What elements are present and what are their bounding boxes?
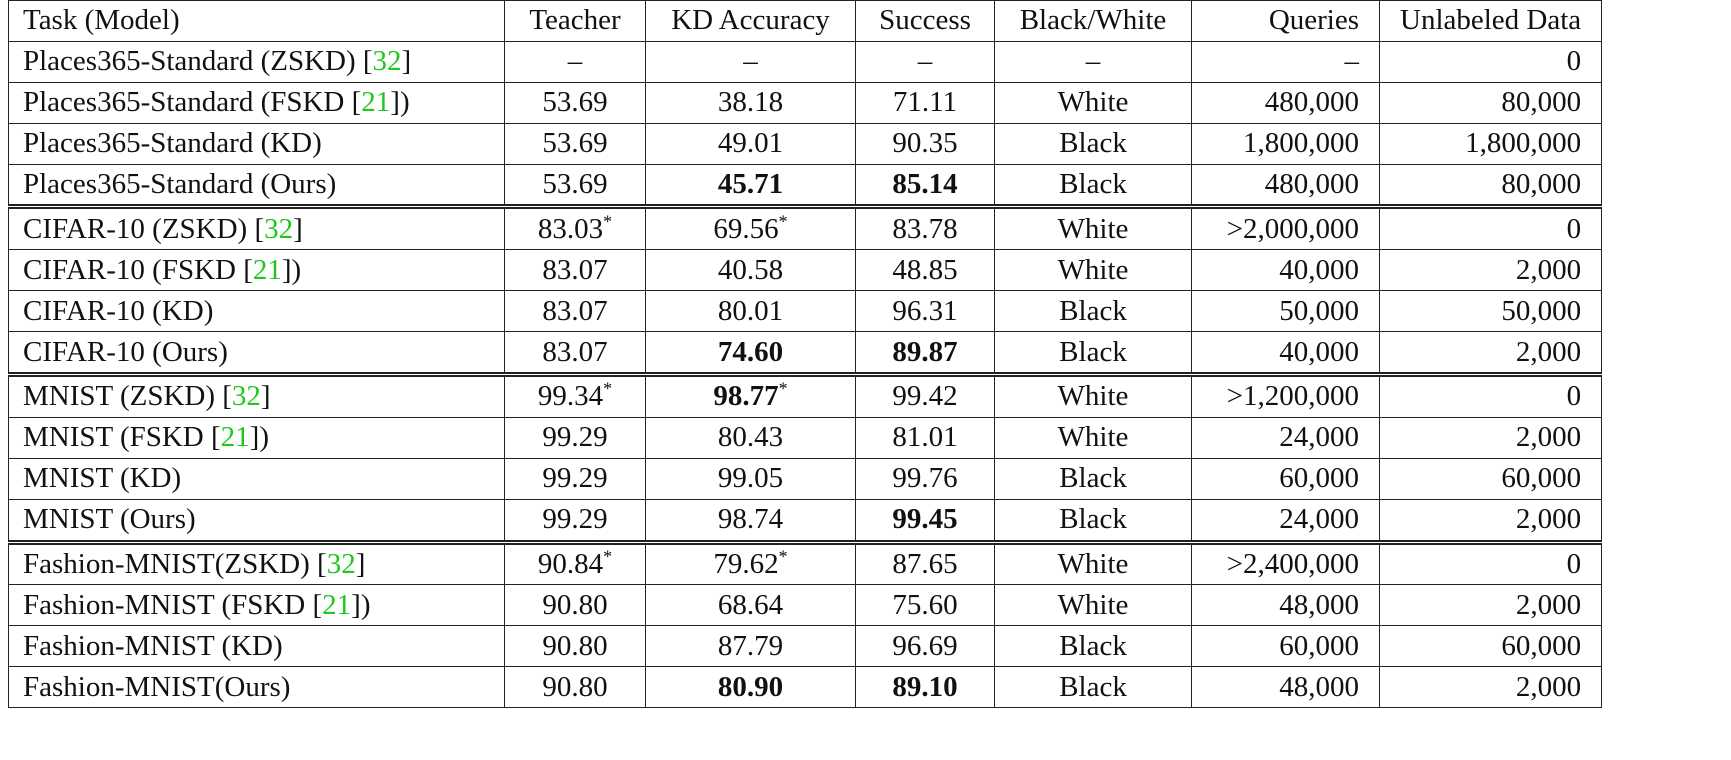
black-white-cell xyxy=(995,41,1192,82)
task-name-suffix: ]) xyxy=(281,253,302,286)
task-name: MNIST (ZSKD) [ xyxy=(23,380,232,413)
task-cell xyxy=(9,417,505,458)
task-name: Fashion-MNIST(ZSKD) [ xyxy=(23,548,327,581)
queries-cell xyxy=(1192,41,1380,82)
kd-accuracy-cell-value: 98.77 xyxy=(713,380,779,413)
table-row xyxy=(9,667,1602,708)
success-cell xyxy=(856,41,995,82)
teacher-cell xyxy=(505,164,646,207)
black-white-cell-value: Black xyxy=(1059,629,1127,662)
citation-link[interactable]: 21 xyxy=(322,588,352,621)
unlabeled-data-cell xyxy=(1380,585,1602,626)
task-name: Places365-Standard (ZSKD) [ xyxy=(23,45,373,78)
queries-cell-value: 48,000 xyxy=(1279,588,1359,621)
success-cell xyxy=(856,82,995,123)
teacher-cell xyxy=(505,626,646,667)
kd-accuracy-cell xyxy=(646,542,856,585)
unlabeled-data-cell-value: 2,000 xyxy=(1515,335,1582,368)
asterisk-mark: * xyxy=(778,378,788,399)
table-row xyxy=(9,291,1602,332)
black-white-cell xyxy=(995,542,1192,585)
kd-accuracy-cell xyxy=(646,41,856,82)
success-cell-value: 85.14 xyxy=(892,168,958,200)
table-row xyxy=(9,164,1602,207)
teacher-cell-value: 53.69 xyxy=(542,168,608,200)
kd-accuracy-cell xyxy=(646,458,856,499)
kd-accuracy-cell xyxy=(646,626,856,667)
queries-cell xyxy=(1192,458,1380,499)
unlabeled-data-cell xyxy=(1380,164,1602,207)
unlabeled-data-cell xyxy=(1380,626,1602,667)
task-cell xyxy=(9,82,505,123)
black-white-cell xyxy=(995,207,1192,250)
black-white-cell-value: Black xyxy=(1059,335,1127,368)
kd-accuracy-cell-value: 49.01 xyxy=(717,127,784,160)
unlabeled-data-cell xyxy=(1380,41,1602,82)
results-table-wrapper xyxy=(8,0,1602,708)
success-cell-value: 48.85 xyxy=(892,253,958,286)
black-white-cell-value: White xyxy=(1057,548,1129,581)
success-cell-value: 99.76 xyxy=(892,462,958,495)
kd-accuracy-cell-value: 45.71 xyxy=(717,168,784,200)
task-name-suffix: ]) xyxy=(390,86,410,119)
unlabeled-data-cell-value: 0 xyxy=(1566,380,1582,413)
queries-cell-value: 60,000 xyxy=(1279,462,1359,495)
queries-cell xyxy=(1192,164,1380,207)
kd-accuracy-cell xyxy=(646,499,856,542)
black-white-cell-value: White xyxy=(1057,212,1129,245)
kd-accuracy-cell xyxy=(646,332,856,375)
unlabeled-data-cell xyxy=(1380,250,1602,291)
queries-cell xyxy=(1192,250,1380,291)
success-cell xyxy=(856,291,995,332)
header-row xyxy=(9,1,1602,42)
unlabeled-data-cell xyxy=(1380,542,1602,585)
success-cell xyxy=(856,417,995,458)
citation-link[interactable]: 21 xyxy=(361,86,391,119)
header-task: Task (Model) xyxy=(9,1,505,42)
queries-cell xyxy=(1192,417,1380,458)
success-cell-value: 89.10 xyxy=(892,670,958,703)
teacher-cell-value: 90.84 xyxy=(537,548,604,581)
black-white-cell xyxy=(995,585,1192,626)
kd-accuracy-cell xyxy=(646,164,856,207)
teacher-cell xyxy=(505,499,646,542)
task-name: Places365-Standard (KD) xyxy=(23,127,322,160)
unlabeled-data-cell-value: 60,000 xyxy=(1501,462,1582,495)
unlabeled-data-cell xyxy=(1380,123,1602,164)
table-row xyxy=(9,82,1602,123)
black-white-cell-value: Black xyxy=(1059,670,1127,703)
table-row xyxy=(9,250,1602,291)
queries-cell-value: 24,000 xyxy=(1279,503,1359,536)
kd-accuracy-cell-value: 80.01 xyxy=(717,294,784,327)
task-name: CIFAR-10 (KD) xyxy=(23,294,214,327)
success-cell xyxy=(856,123,995,164)
black-white-cell xyxy=(995,250,1192,291)
unlabeled-data-cell-value: 2,000 xyxy=(1515,588,1582,621)
queries-cell-value: – xyxy=(1344,45,1359,78)
queries-cell-value: >2,000,000 xyxy=(1226,212,1359,245)
success-cell xyxy=(856,667,995,708)
kd-accuracy-cell xyxy=(646,123,856,164)
queries-cell-value: 24,000 xyxy=(1279,421,1359,454)
teacher-cell xyxy=(505,417,646,458)
black-white-cell xyxy=(995,164,1192,207)
queries-cell xyxy=(1192,499,1380,542)
success-cell-value: 96.31 xyxy=(892,294,958,327)
kd-accuracy-cell xyxy=(646,585,856,626)
success-cell xyxy=(856,332,995,375)
teacher-cell xyxy=(505,542,646,585)
success-cell-value: 96.69 xyxy=(892,629,958,662)
unlabeled-data-cell-value: 80,000 xyxy=(1501,86,1582,119)
teacher-cell-value: 53.69 xyxy=(542,127,608,160)
citation-link[interactable]: 21 xyxy=(252,253,282,286)
teacher-cell-value: 83.03 xyxy=(537,212,604,245)
black-white-cell-value: Black xyxy=(1059,503,1127,536)
unlabeled-data-cell xyxy=(1380,375,1602,418)
task-cell xyxy=(9,41,505,82)
black-white-cell-value: White xyxy=(1057,253,1129,286)
queries-cell-value: >2,400,000 xyxy=(1226,548,1359,581)
task-name-suffix: ] xyxy=(260,380,271,413)
unlabeled-data-cell xyxy=(1380,458,1602,499)
task-name-suffix: ] xyxy=(401,45,412,78)
success-cell xyxy=(856,458,995,499)
black-white-cell xyxy=(995,375,1192,418)
success-cell-value: 71.11 xyxy=(892,86,958,119)
queries-cell-value: 50,000 xyxy=(1279,294,1359,327)
asterisk-mark: * xyxy=(603,211,613,232)
success-cell-value: 99.42 xyxy=(892,380,958,413)
results-table xyxy=(8,0,1602,708)
kd-accuracy-cell-value: 40.58 xyxy=(717,253,784,286)
kd-accuracy-cell-value: 69.56 xyxy=(713,212,779,245)
black-white-cell-value: White xyxy=(1057,86,1129,119)
task-name-suffix: ]) xyxy=(351,588,371,621)
teacher-cell-value: 90.80 xyxy=(542,588,608,621)
citation-link[interactable]: 32 xyxy=(372,45,402,78)
queries-cell xyxy=(1192,542,1380,585)
task-cell xyxy=(9,585,505,626)
task-name: CIFAR-10 (ZSKD) [ xyxy=(23,212,265,245)
kd-accuracy-cell-value: 80.90 xyxy=(717,670,784,703)
unlabeled-data-cell xyxy=(1380,291,1602,332)
success-cell-value: 81.01 xyxy=(892,421,958,454)
unlabeled-data-cell xyxy=(1380,667,1602,708)
black-white-cell-value: Black xyxy=(1059,127,1127,160)
teacher-cell-value: 83.07 xyxy=(542,253,608,286)
task-name: MNIST (FSKD [ xyxy=(23,421,221,454)
queries-cell-value: 60,000 xyxy=(1279,629,1359,662)
teacher-cell xyxy=(505,458,646,499)
queries-cell xyxy=(1192,585,1380,626)
black-white-cell xyxy=(995,458,1192,499)
teacher-cell xyxy=(505,585,646,626)
teacher-cell-value: 90.80 xyxy=(542,670,608,703)
kd-accuracy-cell-value: 99.05 xyxy=(717,462,784,495)
teacher-cell-value: 99.34 xyxy=(537,380,604,413)
black-white-cell xyxy=(995,667,1192,708)
queries-cell-value: >1,200,000 xyxy=(1226,380,1359,413)
kd-accuracy-cell xyxy=(646,250,856,291)
unlabeled-data-cell-value: 60,000 xyxy=(1501,629,1582,662)
task-name-suffix: ]) xyxy=(249,421,269,454)
kd-accuracy-cell xyxy=(646,417,856,458)
queries-cell xyxy=(1192,626,1380,667)
success-cell-value: 89.87 xyxy=(892,335,958,368)
success-cell-value: 75.60 xyxy=(892,588,958,621)
queries-cell-value: 40,000 xyxy=(1279,253,1359,286)
table-row xyxy=(9,332,1602,375)
task-cell xyxy=(9,542,505,585)
task-name-suffix: ] xyxy=(293,212,303,245)
task-cell xyxy=(9,499,505,542)
table-row xyxy=(9,41,1602,82)
asterisk-mark: * xyxy=(778,546,788,567)
task-cell xyxy=(9,123,505,164)
teacher-cell xyxy=(505,207,646,250)
task-cell xyxy=(9,164,505,207)
unlabeled-data-cell-value: 2,000 xyxy=(1515,503,1582,536)
kd-accuracy-cell xyxy=(646,375,856,418)
unlabeled-data-cell-value: 1,800,000 xyxy=(1465,127,1582,160)
success-cell-value: 83.78 xyxy=(892,212,958,245)
unlabeled-data-cell xyxy=(1380,417,1602,458)
kd-accuracy-cell xyxy=(646,82,856,123)
black-white-cell-value: White xyxy=(1057,421,1129,454)
success-cell xyxy=(856,375,995,418)
kd-accuracy-cell-value: 98.74 xyxy=(717,503,784,536)
header-success: Success xyxy=(856,1,995,42)
black-white-cell-value: White xyxy=(1057,380,1129,413)
unlabeled-data-cell-value: 80,000 xyxy=(1501,168,1582,200)
unlabeled-data-cell-value: 0 xyxy=(1566,548,1582,581)
task-name: MNIST (Ours) xyxy=(23,503,196,536)
kd-accuracy-cell xyxy=(646,667,856,708)
kd-accuracy-cell-value: – xyxy=(743,45,758,78)
queries-cell xyxy=(1192,82,1380,123)
success-cell xyxy=(856,626,995,667)
task-name: CIFAR-10 (Ours) xyxy=(23,335,228,368)
black-white-cell xyxy=(995,332,1192,375)
task-name-suffix: ] xyxy=(355,548,366,581)
teacher-cell xyxy=(505,291,646,332)
unlabeled-data-cell xyxy=(1380,332,1602,375)
kd-accuracy-cell-value: 79.62 xyxy=(713,548,779,581)
table-row xyxy=(9,585,1602,626)
black-white-cell-value: – xyxy=(1085,45,1101,78)
teacher-cell-value: 83.07 xyxy=(542,294,608,327)
table-row xyxy=(9,542,1602,585)
black-white-cell xyxy=(995,123,1192,164)
queries-cell-value: 48,000 xyxy=(1279,670,1359,703)
unlabeled-data-cell xyxy=(1380,499,1602,542)
citation-link[interactable]: 21 xyxy=(220,421,250,454)
task-name: Fashion-MNIST(Ours) xyxy=(23,670,291,703)
queries-cell-value: 480,000 xyxy=(1264,86,1359,119)
teacher-cell xyxy=(505,123,646,164)
task-cell xyxy=(9,250,505,291)
success-cell xyxy=(856,542,995,585)
success-cell xyxy=(856,250,995,291)
task-cell xyxy=(9,332,505,375)
unlabeled-data-cell xyxy=(1380,82,1602,123)
header-queries: Queries xyxy=(1192,1,1380,42)
table-body xyxy=(9,41,1602,707)
success-cell-value: 87.65 xyxy=(892,548,958,581)
success-cell-value: – xyxy=(917,45,933,78)
black-white-cell xyxy=(995,291,1192,332)
queries-cell xyxy=(1192,667,1380,708)
table-row xyxy=(9,499,1602,542)
table-row xyxy=(9,123,1602,164)
kd-accuracy-cell-value: 74.60 xyxy=(717,335,784,368)
task-cell xyxy=(9,207,505,250)
black-white-cell-value: White xyxy=(1057,588,1129,621)
unlabeled-data-cell-value: 2,000 xyxy=(1515,253,1582,286)
unlabeled-data-cell xyxy=(1380,207,1602,250)
teacher-cell-value: 99.29 xyxy=(542,503,608,536)
task-cell xyxy=(9,375,505,418)
citation-link[interactable]: 32 xyxy=(264,212,294,245)
kd-accuracy-cell-value: 80.43 xyxy=(717,421,784,454)
unlabeled-data-cell-value: 50,000 xyxy=(1501,294,1582,327)
unlabeled-data-cell-value: 0 xyxy=(1566,212,1582,245)
teacher-cell-value: 99.29 xyxy=(542,421,608,454)
table-row xyxy=(9,417,1602,458)
queries-cell-value: 480,000 xyxy=(1264,168,1359,200)
queries-cell xyxy=(1192,291,1380,332)
task-name: CIFAR-10 (FSKD [ xyxy=(23,253,253,286)
success-cell xyxy=(856,585,995,626)
unlabeled-data-cell-value: 2,000 xyxy=(1515,421,1582,454)
queries-cell xyxy=(1192,375,1380,418)
black-white-cell-value: Black xyxy=(1059,294,1127,327)
queries-cell xyxy=(1192,207,1380,250)
success-cell-value: 99.45 xyxy=(892,503,958,536)
queries-cell-value: 1,800,000 xyxy=(1243,127,1359,160)
kd-accuracy-cell xyxy=(646,291,856,332)
teacher-cell-value: 53.69 xyxy=(542,86,608,119)
task-cell xyxy=(9,667,505,708)
success-cell xyxy=(856,499,995,542)
unlabeled-data-cell-value: 0 xyxy=(1566,45,1582,78)
queries-cell xyxy=(1192,123,1380,164)
teacher-cell-value: – xyxy=(567,45,583,78)
black-white-cell xyxy=(995,499,1192,542)
table-row xyxy=(9,207,1602,250)
black-white-cell xyxy=(995,417,1192,458)
kd-accuracy-cell-value: 38.18 xyxy=(717,86,784,119)
asterisk-mark: * xyxy=(603,378,613,399)
success-cell-value: 90.35 xyxy=(892,127,958,160)
header-unlabeled-data: Unlabeled Data xyxy=(1380,1,1602,42)
kd-accuracy-cell-value: 87.79 xyxy=(717,629,784,662)
table-row xyxy=(9,458,1602,499)
task-cell xyxy=(9,458,505,499)
teacher-cell-value: 90.80 xyxy=(542,629,608,662)
teacher-cell xyxy=(505,332,646,375)
kd-accuracy-cell xyxy=(646,207,856,250)
asterisk-mark: * xyxy=(603,546,613,567)
header-black-white: Black/White xyxy=(995,1,1192,42)
task-name: Fashion-MNIST (FSKD [ xyxy=(23,588,323,621)
citation-link[interactable]: 32 xyxy=(231,380,261,413)
task-name: Places365-Standard (FSKD [ xyxy=(23,86,362,119)
task-name: Fashion-MNIST (KD) xyxy=(23,629,283,662)
table-row xyxy=(9,626,1602,667)
teacher-cell xyxy=(505,82,646,123)
citation-link[interactable]: 32 xyxy=(326,548,356,581)
table-row xyxy=(9,375,1602,418)
teacher-cell xyxy=(505,250,646,291)
success-cell xyxy=(856,164,995,207)
teacher-cell xyxy=(505,375,646,418)
black-white-cell-value: Black xyxy=(1059,462,1127,495)
header-teacher: Teacher xyxy=(505,1,646,42)
task-cell xyxy=(9,626,505,667)
teacher-cell xyxy=(505,41,646,82)
black-white-cell xyxy=(995,626,1192,667)
black-white-cell xyxy=(995,82,1192,123)
asterisk-mark: * xyxy=(778,211,788,232)
header-kd-accuracy: KD Accuracy xyxy=(646,1,856,42)
unlabeled-data-cell-value: 2,000 xyxy=(1515,670,1582,703)
queries-cell-value: 40,000 xyxy=(1279,335,1359,368)
task-name: Places365-Standard (Ours) xyxy=(23,168,337,200)
task-cell xyxy=(9,291,505,332)
queries-cell xyxy=(1192,332,1380,375)
teacher-cell-value: 83.07 xyxy=(542,335,608,368)
teacher-cell xyxy=(505,667,646,708)
task-name: MNIST (KD) xyxy=(23,462,182,495)
success-cell xyxy=(856,207,995,250)
teacher-cell-value: 99.29 xyxy=(542,462,608,495)
kd-accuracy-cell-value: 68.64 xyxy=(717,588,784,621)
black-white-cell-value: Black xyxy=(1059,168,1127,200)
